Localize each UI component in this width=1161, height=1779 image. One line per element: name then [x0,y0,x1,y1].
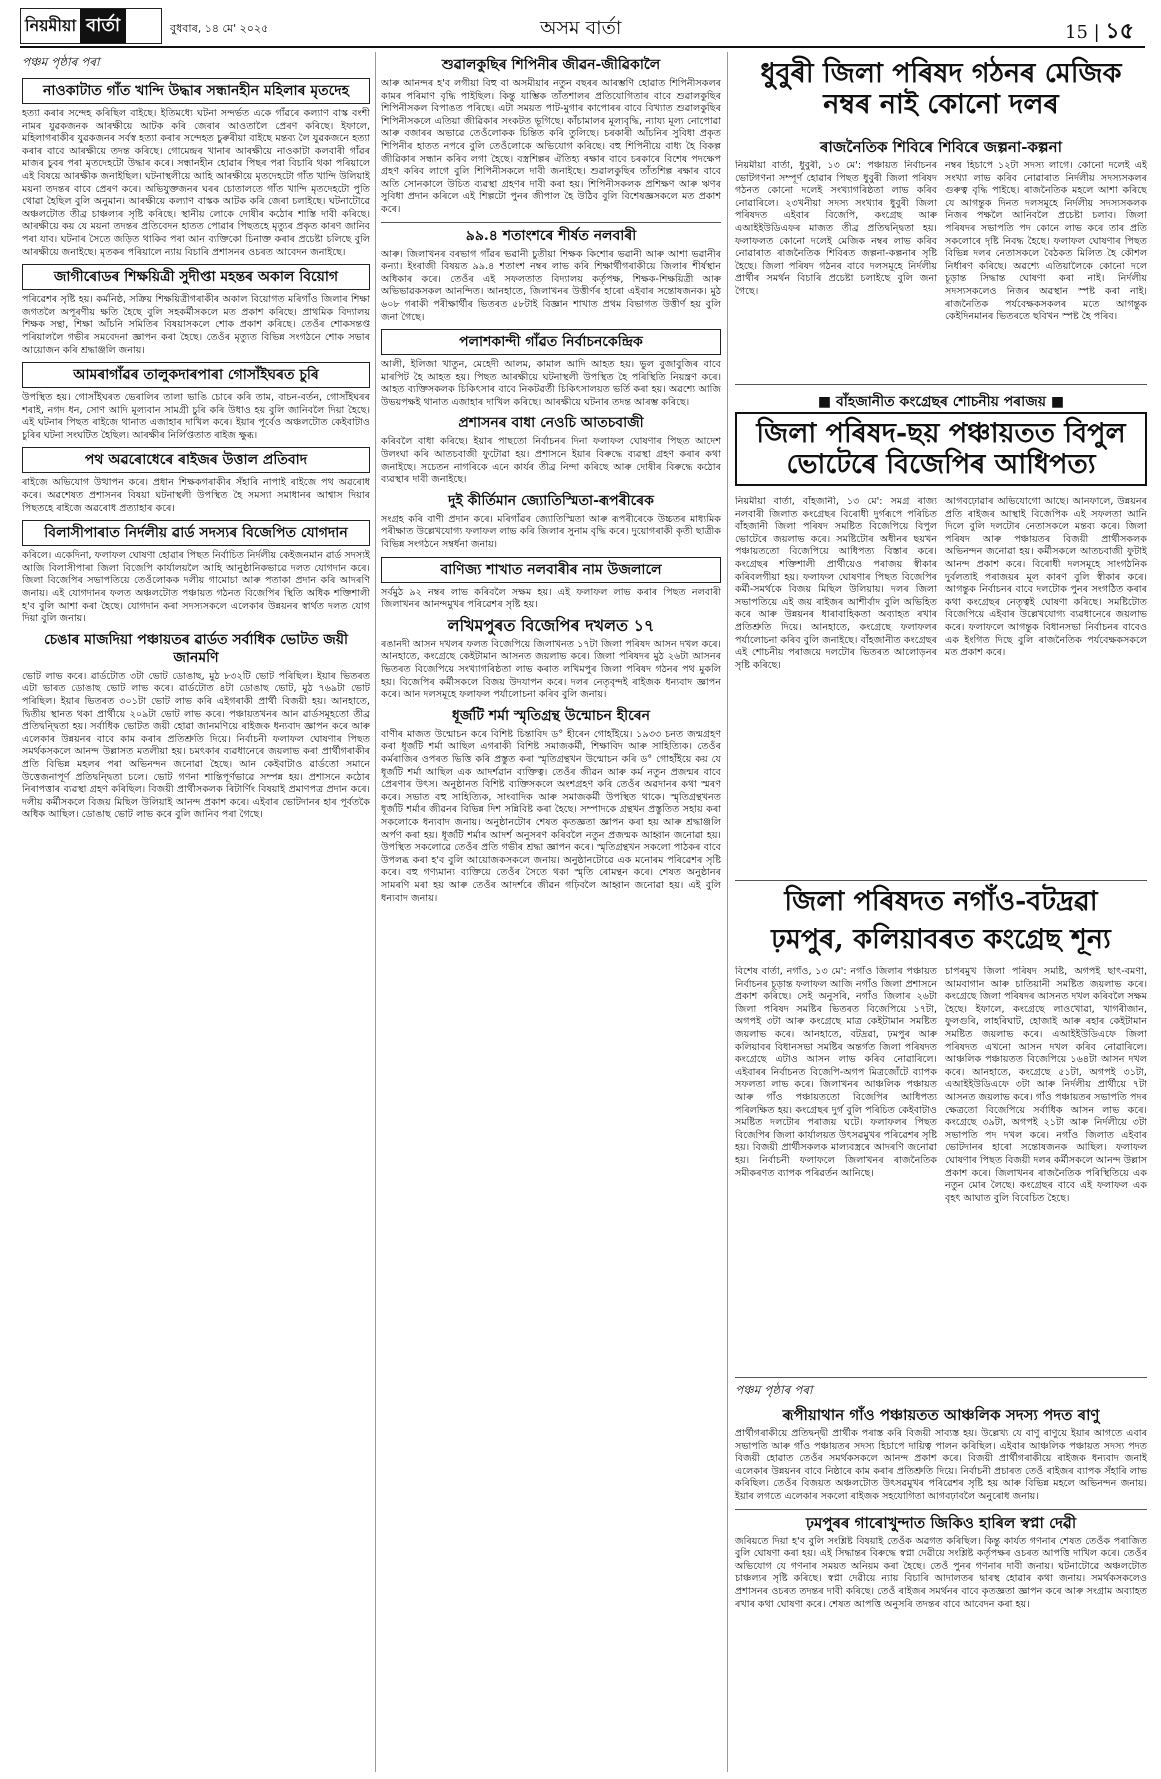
lead1-body-col-a [735,160,937,378]
kicker-line: ■ বাঁহজানীত কংগ্ৰেছৰ শোচনীয় পৰাজয় ■ [817,394,1065,410]
lead-subheadline-1: ৰাজনৈতিক শিবিৰে শিবিৰে জল্পনা-কল্পনা [820,138,1062,156]
section-title: অসম বাৰ্তা [540,17,622,39]
article-body: বিশেষ বাৰ্তা, নগাঁও, ১৩ মে': নগাঁও জিলাৰ পঞ্চায়ত নিৰ্বাচনৰ চূড়ান্ত ফলাফল আজি নগাঁও জিলা প্ৰশাসনে প্ৰকাশ কৰিছে। সেই অনুসৰি, নগাঁও জিলাৰ ২৬টা জিলা পৰিষদ সমষ্টিৰ ভিতৰত বিজেপিয়ে ১৭টা, অগপই ৩টা আৰু কংগ্ৰেছে মাত্ৰ কেইটামান সমষ্টিত জয়লাভ কৰে। আনহাতে, বটদ্ৰৱা, ঢ়মপুৰ আৰু কলিয়াবৰ বিধানসভা সমষ্টিৰ অন্তৰ্গত জিলা পৰিষদত কংগ্ৰেছে এটাও আসন লাভ কৰিব নোৱাৰিলে। এইবাৰৰ নিৰ্বাচনত বিজেপি-অগপ মিত্ৰজোঁটে ব্যাপক সফলতা লাভ কৰে। জিলাখনৰ আঞ্চলিক পঞ্চায়ত আৰু গাঁও পঞ্চায়ততো বিজেপিৰ আধিপত্য পৰিলক্ষিত হয়। কংগ্ৰেছৰ দুৰ্গ বুলি পৰিচিত কেইবাটাও সমষ্টিত দলটোৰ পৰাজয় ঘটে। ফলাফলৰ পিছত বিজেপিৰ জিলা কাৰ্যালয়ত উৎসৱমুখৰ পৰিৱেশৰ সৃষ্টি হয়। বিজয়ী প্ৰাৰ্থীসকলক মাল্যবস্ত্ৰৰে আদৰণি জনোৱা হয়। নিৰ্বাচনী ফলাফলে জিলাখনৰ ৰাজনৈতিক সমীকৰণত ব্যাপক পৰিৱৰ্তন আনিছে। [735,966,937,1179]
headline: চেঙাৰ মাজদিয়া পঞ্চায়তৰ ৱাৰ্ডত সৰ্বাধিক ভোটত জয়ী জানমণি [43,631,349,666]
article-body: প্ৰাৰ্থীগৰাকীয়ে প্ৰতিদ্বন্দ্বী প্ৰাৰ্থীক পৰাস্ত কৰি বিজয়ী সাব্যস্ত হয়। উল্লেখ্য যে বাণু ৰাণুয়ে ইয়াৰ আগতে এবাৰ সভাপতি আৰু গাঁও পঞ্চায়তৰ সদস্য হিচাপে দায়িত্ব পালন কৰিছিল। এইবাৰ আঞ্চলিক পঞ্চায়ত সদস্য পদত বিজয়ী হোৱাত তেওঁৰ সমৰ্থকসকলে আনন্দ প্ৰকাশ কৰে। বিজয়ী প্ৰাৰ্থীগৰাকীয়ে ৰাইজক ধন্যবাদ জনাই এলেকাৰ উন্নয়নৰ বাবে নিষ্ঠাৰে কাম কৰাৰ প্ৰতিশ্ৰুতি দিয়ে। নিৰ্বাচনী প্ৰচাৰত তেওঁ ৰাইজৰ ব্যাপক সঁহাৰি লাভ কৰিছিল। তেওঁৰ বিজয়ত অঞ্চলটোত উৎসৱমুখৰ পৰিৱেশৰ সৃষ্টি হয় আৰু বিভিন্ন মহলে অভিনন্দন জনায়। ইয়াৰ লগতে এলেকাৰ সকলো ৰাইজক সহযোগিতা আগবঢ়াবলৈ অনুৰোধ জনায়। [735,1428,1147,1502]
headline: বিলাসীপাৰাত নিৰ্দলীয় ৱাৰ্ড সদস্যৰ বিজেপিত যোগদান [22,520,370,546]
article-body: হত্যা কৰাৰ সন্দেহ কৰিছিল বাইছে। ইতিমধ্যে ঘটনা সন্দৰ্ভত একে গাঁৱৰে কল্যাণ বাস্ক বংশী নামৰ যুৱকজনক আৰক্ষীয়ে আটক কৰি জেৰাৰ আওতালৈ প্ৰেৰণ কৰিছে। ইফালে, মহিলাগৰাকীৰ যুৱকজনৰ সৰ্বস্ব হত্যা কৰাৰ সন্দেহত চুৰুৰীয়া বাইছে মন্তব্য লৈ যুৱকজনে হত্যা কৰাৰ বাবে আৰক্ষীয়ে তদন্ত কৰিছে। গোমেন্দ্ৰৰ খানাৰ আৰক্ষীয়ে নাওকাটা কলবাৰী গাঁৱৰ মাজৰ চুবৰ পৰা মৃতদেহটো উদ্ধাৰ কৰে। সন্ধানহীন হোৱাৰ পিছৰ পৰা বিচাৰি থকা পৰিয়ালে এই বিষয়ে আৰক্ষীক জনাইছিল। ঘটনাস্থলীয়ে আহি আৰক্ষীয়ে মৃতদেহটো গাঁত খান্দি উলিয়াই ময়না তদন্তৰ বাবে প্ৰেৰণ কৰে। অভিযুক্তজনৰ ঘৰৰ চোতালতে গাঁত খান্দি মৃতদেহটো পুতি থোৱা হৈছিল বুলি অনুমান। আৰক্ষীয়ে কল্যাণ বাস্কক আটক কৰি জেৰা চলাইছে। ঘটনাটোৱে অঞ্চলটোত তীব্ৰ চাঞ্চল্যৰ সৃষ্টি কৰিছে। স্থানীয় লোকে দোষীৰ কঠোৰ শাস্তি দাবী কৰিছে। আৰক্ষীয়ে কয় যে ময়না তদন্তৰ প্ৰতিবেদন হাতত পোৱাৰ পিছতহে মৃত্যুৰ প্ৰকৃত কাৰণ জানিব পৰা যাব। ঘটনাৰ সৈতে জড়িত থাকিব পৰা আন ব্যক্তিকো চিনাক্ত কৰাৰ প্ৰচেষ্টা চলিছে বুলি আৰক্ষীয়ে জনাইছে। মৃতকৰ পৰিয়ালে ন্যায় বিচাৰি প্ৰশাসনৰ ওচৰত আবেদন জনাইছে। [22,108,370,258]
newspaper-logo [20,8,162,44]
headline: দুই কীৰ্তিমান জ্যোতিস্মিতা-ৰূপৰীৰেক [448,492,654,509]
lead3-body-col-a [735,966,937,1371]
article-body: ৰঙানদী আসন দখলৰ ফলত বিজেপিয়ে জিলাখনত ১৭টা জিলা পৰিষদ আসন দখল কৰে। আনহাতে, কংগ্ৰেছে কেইটামান আসনত জয়লাভ কৰে। জিলা পৰিষদৰ মুঠ ২৬টা আসনৰ ভিতৰত বিজেপিয়ে সংখ্যাগৰিষ্ঠতা লাভ কৰাত লখিমপুৰ জিলা পৰিষদ গঠনৰ পথ মুকলি হয়। বিজেপিৰ কৰ্মীসকলে বিজয় উদযাপন কৰে। দলৰ নেতৃবৃন্দই ৰাইজক ধন্যবাদ জ্ঞাপন কৰে। আন দলসমূহে ফলাফল পৰ্যালোচনা কৰিব বুলি জনায়। [381,638,721,701]
masthead [20,8,1145,44]
article-body: পৰিৱেশৰ সৃষ্টি হয়। কৰ্মনিষ্ঠ, সক্ৰিয় শিক্ষয়িত্ৰীগৰাকীৰ অকাল বিয়োগত মৰিগাঁও জিলাৰ শিক্ষা জগতলৈ অপূৰণীয় ক্ষতি হৈছে বুলি সহকৰ্মীসকলে মত প্ৰকাশ কৰিছে। প্ৰাথমিক বিদ্যালয় শিক্ষক সন্থা, শিক্ষা আঁচনি সমিতিৰ বিষয়াসকলে শোক প্ৰকাশ কৰিছে। তেওঁৰ শোকসন্তপ্ত পৰিয়াললৈ গভীৰ সমবেদনা জ্ঞাপন কৰা হৈছে। তেওঁৰ মৃত্যুত বিভিন্ন সংগঠনে শোক সভাৰ আয়োজন কৰি শ্ৰদ্ধাঞ্জলি জনায়। [22,294,370,356]
lead2-body-col-b [945,496,1147,874]
headline: ৰূপীয়াথান গাঁও পঞ্চায়তত আঞ্চলিক সদস্য পদত ৰাণু [782,1406,1100,1424]
logo-part1: নিয়মীয়া [25,15,77,35]
logo-part2: বাৰ্তা [80,9,126,43]
article-body: ৰাইজে অভিযোগ উত্থাপন কৰে। প্ৰধান শিক্ষকগৰাকীৰ সঁহাৰি নাপাই ৰাইজে পথ অৱৰোধ কৰে। অৱশেষত প্ৰশাসনৰ বিষয়া ঘটনাস্থলী উপস্থিত হৈ সমস্যা সমাধানৰ আশ্বাস দিয়াৰ পিছতহে ৰাইজে অৱৰোধ প্ৰত্যাহাৰ কৰে। [22,477,370,514]
article-body: জৰিয়তে দিয়া হ'ব বুলি সংশ্লিষ্ট বিষয়াই তেওঁক অৱগত কৰিছিল। কিন্তু কাৰ্যত গণনাৰ শেষত তেওঁক পৰাজিত বুলি ঘোষণা কৰা হয়। এই সিদ্ধান্তৰ বিৰুদ্ধে স্বপ্না দেৱীয়ে সংশ্লিষ্ট কৰ্তৃপক্ষৰ ওচৰত আপত্তি দাখিল কৰে। তেওঁৰ অভিযোগ যে গণনাৰ সময়ত অনিয়ম কৰা হৈছে। তেওঁ পুনৰ গণনাৰ দাবী জনায়। ঘটনাটোৱে অঞ্চলটোত চাঞ্চল্যৰ সৃষ্টি কৰিছে। স্বপ্না দেৱীয়ে ন্যায় বিচাৰি আদালতৰ দ্বাৰস্থ হোৱাৰ কথা জনায়। সমৰ্থকসকলেও প্ৰশাসনৰ ওচৰত তদন্তৰ দাবী কৰিছে। তেওঁ ৰাইজৰ সমৰ্থনৰ বাবে কৃতজ্ঞতা জ্ঞাপন কৰে আৰু সংগ্ৰাম অব্যাহত ৰখাৰ কথা ঘোষণা কৰে। শেষত আপত্তি অনুসৰি তদন্তৰ বাবে আবেদন কৰা হয়। [735,1535,1147,1610]
masthead-rule [20,46,1145,48]
headline: নাওকাটাত গাঁত খান্দি উদ্ধাৰ সন্ধানহীন মহিলাৰ মৃতদেহ [22,78,370,104]
article-body: আৰু আনন্দৰ হ'ব লগীয়া বিহু বা অসমীয়াৰ নতুন বছৰৰ আৰম্ভণি হোৱাত শিপিনীসকলৰ কামৰ পৰিমাণ বৃদ্ধি পাইছিল। কিন্তু যাম্ভিক তাঁতশালৰ প্ৰতিযোগিতাৰ বাবে শুৱালকুছিৰ শিপিনীসকল বিপাঙত পৰিছে। এটা সময়ত পাট-মুগাৰ কাপোৰৰ বাবে বিখ্যাত শুৱালকুছিৰ শিপিনীসকলে এতিয়া জীৱিকাৰ সংকটত ভূগিছে। কাঁচামালৰ মূল্যবৃদ্ধি, ন্যায্য মূল্য নোপোৱা আৰু বজাৰৰ অভাৱে তেওঁলোকক চিন্তিত কৰি তুলিছে। চৰকাৰী আঁচনিৰ সুবিধা প্ৰকৃত শিপিনীৰ হাতত নপৰে বুলি তেওঁলোকে অভিযোগ কৰিছে। বহু শিপিনীয়ে বাধ্য হৈ বিকল্প জীৱিকাৰ সন্ধান কৰিব লগা হৈছে। বস্ত্ৰশিল্পৰ ঐতিহ্য ৰক্ষাৰ বাবে চৰকাৰে বিশেষ পদক্ষেপ গ্ৰহণ কৰিব লাগে বুলি শিপিনীসকলে দাবী জনাইছে। শুৱালকুছিৰ তাঁতশিল্প ৰক্ষাৰ বাবে অতি সোনকালে উচিত ব্যৱস্থা গ্ৰহণৰ দাবী কৰা হয়। শিপিনীসকলক প্ৰশিক্ষণ আৰু ঋণৰ সুবিধা প্ৰদান কৰিলে এই শিল্পটো পুনৰ জীপাল হৈ উঠিব বুলি বিশেষজ্ঞসকলে মত প্ৰকাশ কৰে। [381,78,721,215]
headline: বাণিজ্য শাখাত নলবাৰীৰ নাম উজলালে [381,557,721,583]
headline: জাগীৰোডৰ শিক্ষয়িত্ৰী সুদীপ্তা মহন্তৰ অকাল বিয়োগ [22,264,370,290]
article-body: বাণীৰ মাজত উন্মোচন কৰে বিশিষ্ট চিন্তাবিদ ড° হীৰেন গোহাঁইয়ে। ১৯৩৩ চনত জন্মগ্ৰহণ কৰা ধূৰ্জটি শৰ্মা আছিল এগৰাকী বিশিষ্ট সমাজকৰ্মী, শিক্ষাবিদ আৰু সাহিত্যিক। তেওঁৰ কৰ্মৰাজিৰ ওপৰত ভিত্তি কৰি প্ৰস্তুত কৰা স্মৃতিগ্ৰন্থখন উন্মোচন কৰি ড° গোহাঁইয়ে কয় যে ধূৰ্জটি শৰ্মা আছিল এক আদৰ্শৱান ব্যক্তিত্ব। তেওঁৰ জীৱন আৰু কৰ্ম নতুন প্ৰজন্মৰ বাবে প্ৰেৰণাৰ উৎস। অনুষ্ঠানত বিশিষ্ট ব্যক্তিসকলে অংশগ্ৰহণ কৰি তেওঁৰ অৱদানৰ কথা স্মৰণ কৰে। সভাত বহু সাহিত্যিক, সাংবাদিক আৰু সমাজকৰ্মী উপস্থিত থাকে। স্মৃতিগ্ৰন্থখনত ধূৰ্জটি শৰ্মাৰ জীৱনৰ বিভিন্ন দিশ সন্নিবিষ্ট কৰা হৈছে। সম্পাদকে গ্ৰন্থখন প্ৰস্তুতিত সহায় কৰা সকলোকে ধন্যবাদ জনায়। অনুষ্ঠানটোৰ শেষত কৃতজ্ঞতা জ্ঞাপন কৰা হয় আৰু শ্ৰদ্ধাঞ্জলি অৰ্পণ কৰা হয়। ধূৰ্জটি শৰ্মাৰ আদৰ্শ অনুসৰণ কৰিবলৈ নতুন প্ৰজন্মক আহ্বান জনোৱা হয়। উপস্থিত সকলোৱে তেওঁৰ প্ৰতি গভীৰ শ্ৰদ্ধা জ্ঞাপন কৰে। স্মৃতিগ্ৰন্থখন সকলো পাঠকৰ বাবে উপলব্ধ কৰা হ'ব বুলি আয়োজকসকলে জনায়। অনুষ্ঠানটোৱে এক মনোৰম পৰিৱেশৰ সৃষ্টি কৰে। বহু গণ্যমান্য ব্যক্তিয়ে তেওঁৰ সৈতে থকা স্মৃতি ৰোমন্থন কৰে। শেষত অনুষ্ঠানৰ সামৰণি মৰা হয় আৰু তেওঁৰ আদৰ্শৰে জীৱন গঢ়িবলৈ আহ্বান জনোৱা হয়। এই বুলি ধন্যবাদ জনায়। [381,728,721,904]
column-1 [22,52,370,1772]
headline: ঢ়মপুৰৰ গাৰোখুন্দাত জিকিও হাৰিল স্বপ্না দেৱী [805,1513,1077,1532]
lead-headline-1: ধুবুৰী জিলা পৰিষদ গঠনৰ মেজিক নম্বৰ নাই কোনো দলৰ [760,58,1122,121]
lead-headline-2: জিলা পৰিষদ-ছয় পঞ্চায়তত বিপুল ভোটেৰে বিজেপিৰ আধিপত্য [735,412,1147,486]
right-lower-block [735,1380,1147,1770]
headline: শুৱালকুছিৰ শিপিনীৰ জীৱন-জীৱিকালৈ [441,57,661,73]
page-number: 15 | ১৫ [1065,18,1134,44]
dateline: বুধবাৰ, ১৪ মে' ২০২৫ [170,22,269,35]
lead2-body-col-a [735,496,937,874]
divider [735,1509,1147,1510]
article-body: আগবঢ়োৱাৰ অভিযোগো আছে। আনফালে, উন্নয়নৰ প্ৰতি ৰাইজৰ আস্থাই বিজেপিক এই সফলতা আনি দিলে বুলি দলটোৰ নেতাসকলে মন্তব্য কৰে। জিলা পৰিষদ আৰু পঞ্চায়তৰ বিজয়ী প্ৰাৰ্থীসকলক অভিনন্দন জনোৱা হয়। কৰ্মীসকলে আতচবাজী ফুটাই আনন্দ প্ৰকাশ কৰে। বিৰোধী দলসমূহে সাংগঠনিক দুৰ্বলতাই পৰাজয়ৰ মূল কাৰণ বুলি স্বীকাৰ কৰে। আগন্তুক নিৰ্বাচনৰ বাবে দলটোক পুনৰ সংগঠিত কৰাৰ কথা কংগ্ৰেছৰ নেতৃত্বই ঘোষণা কৰিছে। সমষ্টিটোত বিজেপিয়ে এইবাৰ উল্লেখযোগ্য ব্যৱধানেৰে জয়লাভ কৰে। ফলাফলে আগন্তুক বিধানসভা নিৰ্বাচনৰ বাবেও এক ইংগিত দিছে বুলি ৰাজনৈতিক পৰ্যবেক্ষকসকলে মত প্ৰকাশ কৰে। [945,496,1147,659]
page-number-big: ১৫ [1105,18,1134,44]
page-number-small: 15 [1065,22,1088,43]
article-body: আৰু। জিলাখনৰ বৰভাগ গাঁৱৰ ভৱানী চুতীয়া শিক্ষক কিশোৰ ভৱানী আৰু আশা ভৱানীৰ কন্যা। ইংৰাজী বিষয়ত ৯৯.৪ শতাংশ নম্বৰ লাভ কৰি শিক্ষাৰ্থীগৰাকীয়ে জিলাৰ শীৰ্ষস্থান অধিকাৰ কৰে। তেওঁৰ এই সফলতাত বিদ্যালয় কৰ্তৃপক্ষ, শিক্ষক-শিক্ষয়িত্ৰী আৰু অভিভাৱকসকল আনন্দিত। আনহাতে, জিলাখনৰ উত্তীৰ্ণৰ হাৰো এইবাৰ সন্তোষজনক। মুঠ ৬০৮ গৰাকী পৰীক্ষাৰ্থীৰ ভিতৰত ৫৮টাই বিজ্ঞান শাখাত প্ৰথম বিভাগত উত্তীৰ্ণ হয় বুলি জনা গৈছে। [381,248,721,323]
article-body: কৰিলে। একেদিনা, ফলাফল ঘোষণা হোৱাৰ পিছত নিৰ্বাচিত নিৰ্দলীয় কেইজনমান ৱাৰ্ড সদস্যই আজি বিলাসীপাৰা জিলা বিজেপি কাৰ্যালয়লৈ আহি আনুষ্ঠানিকভাৱে দলত যোগদান কৰে। জিলা বিজেপিৰ সভাপতিয়ে তেওঁলোকক দলীয় গামোচা আৰু পতাকা প্ৰদান কৰি আদৰণি জনায়। এই যোগদানৰ ফলত অঞ্চলটোত পঞ্চায়ত গঠনত বিজেপিৰ স্থিতি অধিক শক্তিশালী হ'ব বুলি আশা কৰা হৈছে। যোগদান কৰা সদস্যসকলে এলেকাৰ উন্নয়নৰ স্বাৰ্থত দলত যোগ দিয়া বুলি জনায়। [22,550,370,625]
column-separator [375,52,376,1772]
article-body: সৰ্বমুঠ ৯২ নম্বৰ লাভ কৰিবলৈ সক্ষম হয়। এই ফলাফল লাভ কৰাৰ পিছত নলবাৰী জিলাখনৰ আনন্দমুখৰ পৰিৱেশৰ সৃষ্টি হয়। [381,586,721,611]
headline: ধূৰ্জটি শৰ্মা স্মৃতিগ্ৰন্থ উন্মোচন হীৰেন [452,707,650,724]
lead3-body-col-b [945,966,1147,1371]
article-body: নিয়মীয়া বাৰ্তা, বাঁহজানী, ১৩ মে': সমগ্ৰ ৰাজ্য নলবাৰী জিলাত কংগ্ৰেছৰ বিৰোধী দুৰ্গৰূপে পৰিচিত বাঁহজানী জিলা পৰিষদ সমষ্টিত বিজেপিয়ে বিপুল ভোটেৰে জয়লাভ কৰে। সমষ্টিটোৰ অধীনৰ ছয়খন পঞ্চায়ততো বিজেপিয়ে আধিপত্য বিস্তাৰ কৰে। কংগ্ৰেছৰ শক্তিশালী প্ৰাৰ্থীয়েও পৰাজয় স্বীকাৰ কৰিবলগীয়া হয়। ফলাফল ঘোষণাৰ পিছত বিজেপিৰ কৰ্মী-সমৰ্থকে বিজয় মিছিল উলিয়ায়। দলৰ জিলা সভাপতিয়ে এই জয় ৰাইজৰ আশীৰ্বাদ বুলি অভিহিত কৰে আৰু উন্নয়নৰ ধাৰাবাহিকতা অব্যাহত ৰখাৰ প্ৰতিশ্ৰুতি দিয়ে। আনহাতে, কংগ্ৰেছে ফলাফলৰ পৰ্যালোচনা কৰিব বুলি জনাইছে। বাঁহজানীত কংগ্ৰেছৰ এই শোচনীয় পৰাজয়ে দলটোৰ ভিতৰত আলোড়নৰ সৃষ্টি কৰিছে। [735,496,937,671]
column-2 [381,52,721,1772]
article-body: ভোট লাভ কৰে। ৱাৰ্ডটোত ৩টা ভোট ডোঙাছ, মুঠ ৮৩২টি ভোট পৰিছিল। ইয়াৰ ভিতৰত এটা ভাৰত ডোঙাছ ভোট লাভ কৰে। ৱাৰ্ডটোত ৪টা ডোঙাছ ভোট, মুঠ ৭৬৯টা ভোট পৰিছিল। ইয়াৰ ভিতৰত ৩০১টা ভোট লাভ কৰি এইগৰাকী প্ৰাৰ্থী বিজয়ী হয়। আনহাতে, দ্বিতীয় স্থানত থকা প্ৰাৰ্থীয়ে ২০৯টা ভোট লাভ কৰে। পঞ্চায়তখনৰ আন ৱাৰ্ডসমূহতো তীব্ৰ প্ৰতিদ্বন্দ্বিতা হয়। সৰ্বাধিক ভোটত জয়ী হোৱা জানমণিয়ে ৰাইজক ধন্যবাদ জ্ঞাপন কৰে আৰু এলেকাৰ উন্নয়নৰ বাবে কাম কৰাৰ প্ৰতিশ্ৰুতি দিয়ে। নিৰ্বাচনী ফলাফল ঘোষণাৰ পিছত সমৰ্থকসকলে আনন্দ উল্লাসত মতলীয়া হয়। চমৎকাৰ ব্যৱধানেৰে জয়লাভ কৰা প্ৰাৰ্থীগৰাকীৰ প্ৰতি বিভিন্ন মহলৰ পৰা অভিনন্দন জনোৱা হৈছে। আন কেইবাটাও ৱাৰ্ডতো সমানে উত্তেজনাপূৰ্ণ প্ৰতিদ্বন্দ্বিতা চলে। ভোট গণনা শান্তিপূৰ্ণভাৱে সম্পন্ন হয়। প্ৰশাসনে কঠোৰ নিৰাপত্তাৰ ব্যৱস্থা গ্ৰহণ কৰিছিল। বিজয়ী প্ৰাৰ্থীসকলক ৰিটাৰ্ণিং বিষয়াই প্ৰমাণপত্ৰ প্ৰদান কৰে। দলীয় কৰ্মীসকলে বিজয় মিছিল উলিয়াই আনন্দ প্ৰকাশ কৰে। এইবাৰ ভোটদানৰ হাৰ পূৰ্বতকৈ অধিক আছিল। ডোঙাছ ভোট লাভ কৰে বুলি জানিব পৰা গৈছে। [22,670,370,821]
article-body: উপস্থিত হয়। গোসাঁইঘৰত ভেৰালিৰ তালা ভাঙি চোৰে কৰি তাম, বাচন-বৰ্তন, গোসাঁইঘৰৰ শৰাই, নগদ ধন, সোণ আদি মূল্যবান সামগ্ৰী চুৰি কৰি উধাও হয় বুলি জানিবলৈ দিয়া হৈছে। এই ঘটনাৰ পিছত ৰাইজে থানাত এজাহাৰ দাখিল কৰে। ইয়াৰ পূৰ্বেও অঞ্চলটোত কেইবাটাও চুৰিৰ ঘটনা সংঘটিত হৈছিল। আৰক্ষীৰ নিৰ্লিপ্ততাত ৰাইজ ক্ষুব্ধ। [22,392,370,441]
headline: ৯৯.৪ শতাংশৰে শীৰ্ষত নলবাৰী [465,227,637,244]
column-separator [727,52,728,1772]
continued-kicker: পঞ্চম পৃষ্ঠাৰ পৰা [735,1383,813,1397]
divider [381,222,721,223]
section-divider [735,880,1147,881]
article-body: নম্বৰ হিচাপে ১২টা সদস্য লাগে। কোনো দলেই এই সংখ্যা লাভ কৰিব নোৱাৰাত নিৰ্দলীয় সদস্যসকলৰ গুৰুত্ব বৃদ্ধি পাইছে। ৰাজনৈতিক মহলে আশা কৰিছে যে আগন্তুক দিনত দলসমূহে নিৰ্দলীয় সদস্যসকলক নিজৰ পক্ষলৈ আনিবলৈ প্ৰচেষ্টা চলাব। জিলা পৰিষদৰ সভাপতি পদ কোনে লাভ কৰে তাৰ প্ৰতি সকলোৰে দৃষ্টি নিবদ্ধ হৈছে। ফলাফল ঘোষণাৰ পিছত বিভিন্ন দলৰ নেতাসকলে বৈঠকত মিলিত হৈ কৌশল নিৰ্ধাৰণ কৰিছে। অৱশ্যে এতিয়ালৈকে কোনো দলে চূড়ান্ত সিদ্ধান্ত ঘোষণা কৰা নাই। নিৰ্দলীয় সদস্যসকলেও নিজৰ অৱস্থান স্পষ্ট কৰা নাই। ৰাজনৈতিক পৰ্যবেক্ষকসকলৰ মতে আগন্তুক কেইদিনমানৰ ভিতৰতে ছবিখন স্পষ্ট হৈ পৰিব। [945,160,1147,323]
continued-kicker: পঞ্চম পৃষ্ঠাৰ পৰা [22,55,100,69]
section-divider [735,384,1147,385]
article-body: নিয়মীয়া বাৰ্তা, ধুবুৰী, ১৩ মে': পঞ্চায়ত নিৰ্বাচনৰ ভোটগণনা সম্পূৰ্ণ হোৱাৰ পিছত ধুবুৰী জিলা পৰিষদ গঠনত কোনো দলেই সংখ্যাগৰিষ্ঠতা লাভ কৰিব নোৱাৰিলে। ২৩খনীয়া সদস্য সংখ্যাৰ ধুবুৰী জিলা পৰিষদত এইবাৰ বিজেপি, কংগ্ৰেছ আৰু এআইইউডিএফৰ মাজত তীব্ৰ প্ৰতিদ্বন্দ্বিতা হয়। ফলাফলত কোনো দলেই মেজিক নম্বৰ লাভ কৰিব নোৱাৰাত ৰাজনৈতিক শিবিৰত জল্পনা-কল্পনাৰ সৃষ্টি হৈছে। জিলা পৰিষদ গঠনৰ বাবে দলসমূহে নিৰ্দলীয় প্ৰাৰ্থীৰ সমৰ্থন বিচাৰি প্ৰচেষ্টা চলাইছে বুলি জনা গৈছে। [735,160,937,297]
headline: লখিমপুৰত বিজেপিৰ দখলত ১৭ [447,615,655,635]
lead-headline-3-line2: ঢ়মপুৰ, কলিয়াবৰত কংগ্ৰেছ শূন্য [771,924,1111,955]
article-body: কৰিবলৈ বাধা কৰিছে। ইয়াৰ পাছতো নিৰ্বাচনৰ দিনা ফলাফল ঘোষণাৰ পিছত আদেশ উলংঘা কৰি আতচবাজী ফুটোৱা হয়। প্ৰশাসনে ইয়াৰ বিৰুদ্ধে ব্যৱস্থা গ্ৰহণ কৰাৰ কথা জনাইছে। সচেতন নাগৰিকে এনে কাৰ্যৰ তীব্ৰ নিন্দা কৰিছে আৰু দোষীৰ বিৰুদ্ধে কঠোৰ ব্যৱস্থাৰ দাবী জনাইছে। [381,436,721,486]
headline: পলাশকান্দী গাঁৱত নিৰ্বাচনকেন্দ্ৰিক [381,329,721,355]
article-body: চাপৰমুখ জিলা পৰিষদ সমষ্টি, অগপই ছাৎ-বমণা, আমবাগান আৰু চাতিয়ানী সমষ্টিত জয়লাভ কৰে। কংগ্ৰেছে জিলা পৰিষদৰ আসনত দখল কৰিবলৈ সক্ষম হৈছে। ইফালে, কংগ্ৰেছে লাওখোৱা, খাগৰীজান, ফুলগুৰি, লাহৰিঘাট, হোজাই আৰু ৰহাৰ কেইটামান সমষ্টিত জয়লাভ কৰে। এআইইউডিএফে জিলা পৰিষদত এখনো আসন দখল কৰিব নোৱাৰিলে। আঞ্চলিক পঞ্চায়তত বিজেপিয়ে ১৬৪টা আসন দখল কৰে। আনহাতে, কংগ্ৰেছে ৫১টা, অগপই ৩১টা, এআইইউডিএফে ৩টা আৰু নিৰ্দলীয় প্ৰাৰ্থীয়ে ৭টা আসনত জয়লাভ কৰে। গাঁও পঞ্চায়তৰ সভাপতি পদৰ ক্ষেত্ৰতো বিজেপিয়ে সৰ্বাধিক আসন লাভ কৰে। কংগ্ৰেছে ৩৯টা, অগপই ২১টা আৰু নিৰ্দলীয়ে ৩টা সভাপতি পদ দখল কৰে। নগাঁও জিলাত এইবাৰ ভোটদানৰ হাৰো সন্তোষজনক আছিল। ফলাফল ঘোষণাৰ পিছত বিজয়ী দলৰ কৰ্মীসকলে আনন্দ উল্লাস প্ৰকাশ কৰে। জিলাখনৰ ৰাজনৈতিক পৰিস্থিতিয়ে এক নতুন মোৰ লৈছে। কংগ্ৰেছৰ বাবে এই ফলাফল এক বৃহৎ আঘাত বুলি বিবেচিত হৈছে। [945,966,1147,1204]
headline: প্ৰশাসনৰ বাধা নেওচি আতচবাজী [458,415,644,432]
lead1-body-col-b [945,160,1147,378]
headline: আমৰাগাঁৱৰ তালুকদাৰপাৰা গোসাঁইঘৰত চুৰি [22,362,370,388]
headline: পথ অৱৰোধেৰে ৰাইজৰ উত্তাল প্ৰতিবাদ [22,447,370,473]
lead-headline-3: জিলা পৰিষদত নগাঁও-বটদ্ৰৱা [784,886,1098,917]
article-body: সংগ্ৰহ কৰি বাণী প্ৰদান কৰে। মৰিগাঁৱৰ জ্যোতিস্মিতা আৰু ৰূপৰীৰেকে উচ্চতৰ মাধ্যমিক পৰীক্ষাত উল্লেখযোগ্য ফলাফল লাভ কৰি জিলাৰ সুনাম বৃদ্ধি কৰে। দুয়োগৰাকী কৃতী ছাত্ৰীক বিভিন্ন সংগঠনে সম্বৰ্ধনা জনায়। [381,513,721,551]
article-body: আলী, ইলিজা খাতুন, মেহেদী আলম, কামাল আদি আহত হয়। ভুল বুজাবুজিৰ বাবে মাৰপিট হৈ আহত হয়। পিছত আৰক্ষীয়ে ঘটনাস্থলী উপস্থিত হৈ পৰিস্থিতি নিয়ন্ত্ৰণ কৰে। আহত ব্যক্তিসকলক চিকিৎসাৰ বাবে নিকটৱৰ্তী চিকিৎসালয়ত ভৰ্তি কৰা হয়। অৱশ্যে আজি উভয়পক্ষই থানাত এজাহাৰ দাখিল কৰিছে। আৰক্ষীয়ে ঘটনাৰ তদন্ত আৰম্ভ কৰিছে। [381,359,721,408]
section-divider [735,1377,1147,1378]
